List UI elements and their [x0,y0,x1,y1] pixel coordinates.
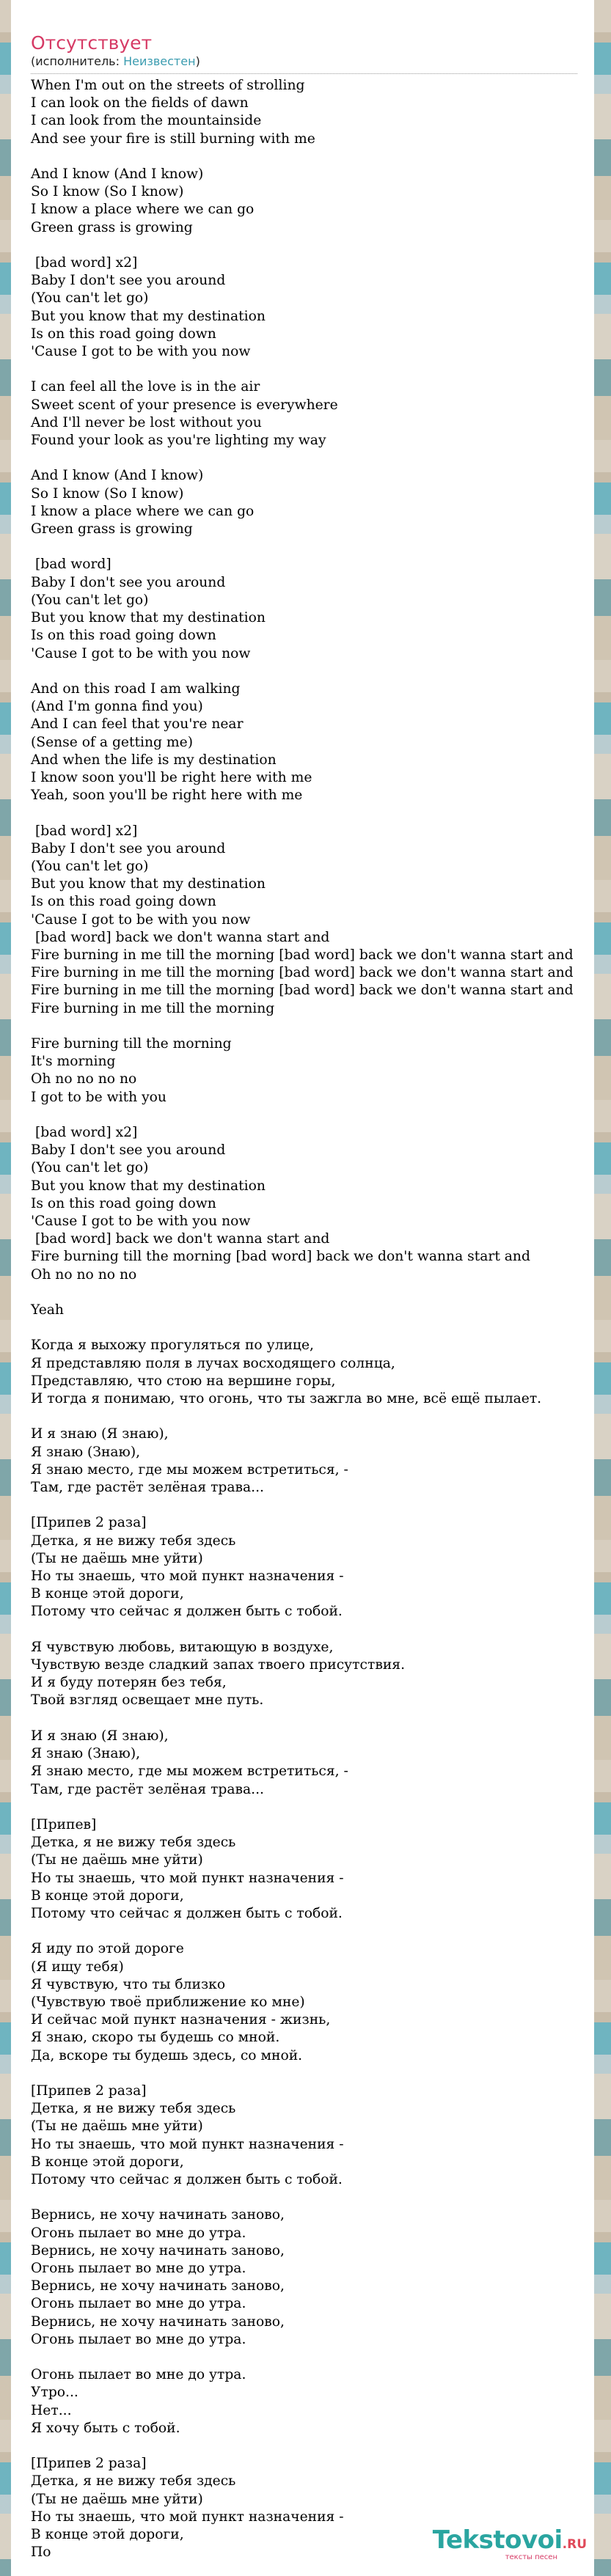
lyric-line: I can look from the mountainside [31,113,262,129]
lyric-line: [bad word] x2] [31,1124,138,1140]
lyrics-text [31,77,594,2561]
lyric-line: В конце этой дороги, [31,1586,184,1602]
lyric-line: (Sense of a getting me) [31,734,193,750]
lyric-line: When I'm out on the streets of strolling [31,78,305,93]
lyric-line: Is on this road going down [31,326,216,342]
lyric-line: Огонь пылает во мне до утра. [31,2260,246,2276]
lyric-line: Утро... [31,2385,78,2401]
lyric-line: Я знаю (Знаю), [31,1444,141,1460]
lyric-line: Вернись, не хочу начинать заново, [31,2278,285,2294]
lyric-line: Я знаю место, где мы можем встретиться, - [31,1461,348,1478]
lyric-line: Но ты знаешь, что мой пункт назначения - [31,1568,344,1585]
lyric-line [31,2349,594,2366]
lyric-line: Детка, я не вижу тебя здесь [31,2473,236,2489]
lyric-line: Вернись, не хочу начинать заново, [31,2313,285,2330]
artist-prefix: (исполнитель: [31,54,124,68]
lyric-line [31,1107,594,1124]
lyric-line [31,538,594,556]
lyric-line: And I can feel that you're near [31,716,244,733]
lyric-line: And I know (And I know) [31,166,204,183]
lyric-line: Oh no no no no [31,1266,137,1283]
lyric-line: I can look on the fields of dawn [31,95,249,111]
lyric-line: И тогда я понимаю, что огонь, что ты зажгла во мне, всё ещё пылает. [31,1391,542,1407]
lyric-line: But you know that my destination [31,876,266,892]
lyric-line: Oh no no no no [31,1071,137,1087]
lyric-line: I know a place where we can go [31,503,255,519]
lyric-line: Потому что сейчас я должен быть с тобой. [31,1604,343,1620]
lyric-line: Baby I don't see you around [31,840,226,856]
logo-tld: .RU [562,2537,587,2552]
lyric-line: But you know that my destination [31,308,266,324]
lyric-line [31,804,594,822]
lyric-line: (You can't let go) [31,290,149,307]
lyric-line: И я знаю (Я знаю), [31,1426,169,1442]
lyric-line [31,1799,594,1816]
lyric-line: 'Cause I got to be with you now [31,911,251,928]
lyric-line [31,148,594,166]
lyric-line: 'Cause I got to be with you now [31,645,251,661]
lyric-line: Нет... [31,2402,72,2418]
lyric-line: Green grass is growing [31,219,193,235]
lyric-line: Я знаю, скоро ты будешь со мной. [31,2030,280,2046]
lyric-line: I know soon you'll be right here with me [31,769,312,785]
lyric-line: Там, где растёт зелёная трава... [31,1781,264,1797]
site-logo[interactable] [432,2525,587,2561]
lyric-line: Fire burning till the morning [31,1035,232,1052]
lyric-line: [bad word] back we don't wanna start and [31,1231,330,1247]
lyric-line: Детка, я не вижу тебя здесь [31,1533,236,1549]
lyric-line: But you know that my destination [31,1178,266,1194]
lyric-line: And I know (And I know) [31,468,204,484]
lyric-line: Чувствую везде сладкий запах твоего присутствия. [31,1657,406,1673]
song-title: Отсутствует [31,32,153,54]
lyric-line: It's morning [31,1054,116,1070]
lyric-line: (Я ищу тебя) [31,1959,124,1975]
lyric-line: Yeah, soon you'll be right here with me [31,788,303,804]
lyric-line: И я буду потерян без тебя, [31,1675,227,1691]
lyric-line [31,1710,594,1728]
lyric-line: Baby I don't see you around [31,273,226,289]
lyric-line: Я знаю место, где мы можем встретиться, - [31,1764,348,1780]
logo-name: Tekstovoi [432,2525,563,2555]
lyric-line: И я знаю (Я знаю), [31,1728,169,1744]
lyric-line: I can feel all the love is in the air [31,379,260,395]
lyric-line: And I'll never be lost without you [31,414,262,430]
lyrics-page [11,0,594,2576]
lyric-line [31,1284,594,1302]
lyric-line: Когда я выхожу прогуляться по улице, [31,1337,314,1354]
lyric-line [31,2065,594,2083]
lyric-line: В конце этой дороги, [31,2527,184,2543]
logo-tagline: тексты песен [505,2553,557,2561]
lyric-line: (Ты не даёшь мне уйти) [31,1852,203,1868]
lyric-line: Fire burning in me till the morning [bad word] back we don't wanna start and [31,983,574,999]
lyric-line: I know a place where we can go [31,202,255,218]
artist-line [31,54,577,74]
lyric-line: Огонь пылает во мне до утра. [31,2296,246,2312]
lyric-line: Fire burning in me till the morning [bad word] back we don't wanna start and [31,965,574,981]
lyric-line: But you know that my destination [31,610,266,626]
lyric-line [31,2189,594,2206]
lyric-line [31,361,594,378]
lyric-line: [Припев 2 раза] [31,2083,147,2099]
lyric-line: I got to be with you [31,1089,167,1105]
lyric-line: (You can't let go) [31,1160,149,1176]
lyric-line: [Припев 2 раза] [31,2456,147,2472]
lyric-line: Is on this road going down [31,1195,216,1211]
lyric-line: И сейчас мой пункт назначения - жизнь, [31,2012,331,2028]
lyric-line: Детка, я не вижу тебя здесь [31,1835,236,1851]
lyric-line: Baby I don't see you around [31,574,226,590]
lyric-line: Green grass is growing [31,521,193,537]
lyric-line: Is on this road going down [31,628,216,644]
lyric-line: [Припев] [31,1816,97,1832]
lyric-line: [Припев 2 раза] [31,1515,147,1531]
artist-link[interactable]: Неизвестен [123,54,196,68]
lyric-line: [bad word] back we don't wanna start and [31,929,330,945]
lyric-line: По [31,2544,51,2561]
lyric-line: [bad word] x2] [31,255,138,271]
lyric-line: [bad word] x2] [31,823,138,839]
lyric-line: Представляю, что стою на вершине горы, [31,1373,336,1389]
lyric-line: (Ты не даёшь мне уйти) [31,1550,203,1566]
lyric-line: So I know (So I know) [31,184,184,200]
lyric-line: Я чувствую любовь, витающую в воздухе, [31,1639,334,1655]
lyric-line: Baby I don't see you around [31,1142,226,1159]
lyric-line: (You can't let go) [31,592,149,608]
lyric-line [31,1497,594,1514]
lyric-line [31,1319,594,1337]
lyric-line [31,449,594,467]
lyric-line: Но ты знаешь, что мой пункт назначения - [31,1870,344,1886]
lyric-line: And see your fire is still burning with me [31,131,315,147]
lyric-line: Да, вскоре ты будешь здесь, со мной. [31,2047,303,2063]
lyric-line [31,1408,594,1425]
lyric-line [31,237,594,254]
lyric-line: Fire burning in me till the morning [31,1000,275,1016]
lyric-line: Там, где растёт зелёная трава... [31,1480,264,1496]
lyric-line: Я иду по этой дороге [31,1941,184,1957]
lyric-line [31,1621,594,1639]
lyric-line: Yeah [31,1302,64,1318]
lyric-line [31,663,594,680]
lyric-line [31,1923,594,1940]
lyric-line: Sweet scent of your presence is everywhere [31,397,338,413]
lyric-line: Но ты знаешь, что мой пункт назначения - [31,2136,344,2152]
lyric-line: (And I'm gonna find you) [31,699,203,715]
lyric-line: Огонь пылает во мне до утра. [31,2331,246,2347]
lyric-line: (Ты не даёшь мне уйти) [31,2491,203,2507]
lyric-line: Вернись, не хочу начинать заново, [31,2207,285,2223]
lyric-line: Found your look as you're lighting my way [31,433,326,449]
lyric-line: Я чувствую, что ты близко [31,1976,226,1992]
lyric-line: Но ты знаешь, что мой пункт назначения - [31,2509,344,2525]
lyric-line: Детка, я не вижу тебя здесь [31,2101,236,2117]
lyric-line: (Ты не даёшь мне уйти) [31,2118,203,2135]
lyric-line: And when the life is my destination [31,752,277,768]
lyric-line: Fire burning in me till the morning [bad word] back we don't wanna start and [31,947,574,963]
lyric-line: 'Cause I got to be with you now [31,344,251,360]
lyric-line: Огонь пылает во мне до утра. [31,2367,246,2383]
lyric-line: So I know (So I know) [31,485,184,502]
lyric-line: And on this road I am walking [31,680,241,697]
lyric-line: Я хочу быть с тобой. [31,2420,180,2436]
lyric-line [31,2437,594,2455]
lyric-line: (Чувствую твоё приближение ко мне) [31,1994,305,2010]
lyric-line: Я знаю (Знаю), [31,1746,141,1762]
artist-suffix: ) [195,54,200,68]
lyric-line: Огонь пылает во мне до утра. [31,2225,246,2241]
lyric-line: Потому что сейчас я должен быть с тобой. [31,2171,343,2187]
lyric-line: 'Cause I got to be with you now [31,1214,251,1229]
lyric-line: Твой взгляд освещает мне путь. [31,1692,264,1709]
lyric-line: Потому что сейчас я должен быть с тобой. [31,1905,343,1921]
lyric-line: Я представляю поля в лучах восходящего солнца, [31,1355,395,1371]
lyric-line: Fire burning till the morning [bad word] back we don't wanna start and [31,1249,530,1265]
lyric-line: Вернись, не хочу начинать заново, [31,2242,285,2258]
lyric-line [31,1018,594,1035]
lyric-line: В конце этой дороги, [31,1887,184,1904]
lyric-line: [bad word] [31,557,111,573]
lyric-line: Is on this road going down [31,894,216,910]
lyric-line: В конце этой дороги, [31,2154,184,2170]
lyric-line: (You can't let go) [31,858,149,874]
